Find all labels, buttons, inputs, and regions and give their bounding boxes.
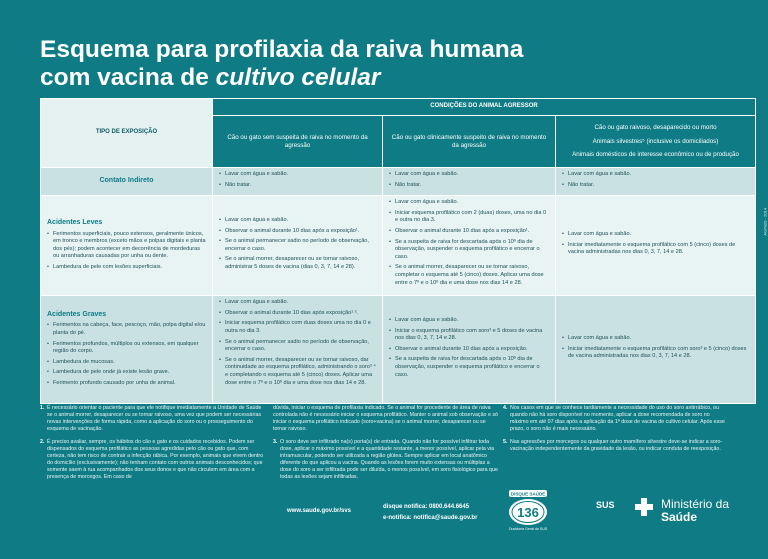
list-item: • Observar o animal durante 10 dias após exposição¹ ².: [219, 310, 376, 318]
footnotes-col-3: [503, 405, 725, 459]
list-item: • Lavar com água e sabão.: [219, 217, 376, 225]
list-item: • Observar o animal durante 10 dias após a exposição.: [389, 346, 549, 354]
contact-info: [383, 502, 477, 524]
list-item: • Lavar com água e sabão.: [389, 199, 549, 207]
table-row: [41, 196, 756, 296]
list-item: • Lambedura de pele onde já existe lesão grave.: [47, 369, 206, 377]
side-code: AG/NBS - 2014: [763, 208, 768, 236]
footnote-2-text: É preciso avaliar, sempre, os hábitos do cão e gato e os cuidados recebidos. Podem ser dispensados do esquema profilático as pessoas agredidas pelo cão ou gato que, com certeza, não tem risco de contrair a infecção rábica. Por exemplo, animais que vivem dentro do domicílio (exclusivamente); não tenham contato com outros animais desconhecidos; que somente saem à rua acompanhados dos seus donos e que não circulem em área com a presença de morcegos. Em caso de: [47, 439, 264, 480]
col3-header: [556, 116, 756, 168]
list-item: • Lavar com água e sabão.: [389, 171, 549, 179]
row-category-cell: [41, 168, 213, 196]
ministerio-line1: Ministério da: [661, 497, 730, 511]
category-label: Contato Indireto: [99, 176, 154, 184]
list-item: • Lavar com água e sabão.: [562, 335, 749, 343]
footnote-4: 4. Nos casos em que se conhece tardiamente a necessidade do uso do soro antirrábico, ou quando não há soro disponível no momento, aplicar a dose recomendada de soro no máximo em até 07 dias após a aplicação da 1ª dose de vacina de cultivo celular. Após esse prazo, o soro não é mais necessário.: [503, 405, 725, 432]
col2-header: Cão ou gato clinicamente suspeito de raiva no momento da agressão: [383, 116, 556, 168]
list-item: • Ferimentos na cabeça, face, pescoço, mão, polpa digital e/ou planta do pé.: [47, 322, 206, 337]
footnote-5: 5. Nas agressões por morcegos ou qualquer outro mamífero silvestre deve-se indicar a soro-vacinação independentemente da gravidade da lesão, ou indicar conduta de reexposição.: [503, 439, 723, 452]
footnote-2-cont-text: dúvida, iniciar o esquema de profilaxia indicado. Se o animal for procedente de área de raiva controlada não é necessário iniciar o esquema profilático. Manter o animal sob observação e só iniciar o esquema profilático indicado (soro+vacina) se o animal morrer, desaparecer ou se tornar raivoso.: [273, 405, 498, 432]
disque-saude-logo: [507, 490, 549, 536]
title-line-2-italic: cultivo celular: [215, 64, 381, 91]
disque-logo-number: 136: [517, 505, 539, 520]
ministerio-line2: Saúde: [661, 510, 698, 524]
category-label: Acidentes Graves: [47, 310, 107, 318]
row-category-cell: [41, 296, 213, 404]
cell: [556, 196, 756, 296]
footnote-3: 3. O soro deve ser infiltrado na(s) porta(s) de entrada. Quando não for possível infiltrar toda dose, aplicar o máximo possível e a quantidade restante, a menor possível, aplicar pela via intramuscular, podendo ser utilizada a região glútea. Sempre aplicar em local anatômico diferente do que aplicou a vacina. Quando as lesões forem muito extensas ou múltiplas a dose do soro a ser infiltrada pode ser diluída, o menos possível, em soro fisiológico para que todas as lesões sejam infiltradas.: [273, 439, 498, 480]
footnotes-col-1: [40, 405, 268, 487]
list-item: • Lavar com água e sabão.: [389, 317, 549, 325]
prophylaxis-table: [40, 98, 755, 397]
page-title: [40, 36, 523, 92]
sus-logo: SUS: [596, 500, 615, 510]
list-item: • Lavar com água e sabão.: [562, 231, 749, 239]
disque-logo-sub: Ouvidoria Geral do SUS: [508, 527, 548, 531]
col3-header-line1: Cão ou gato raivoso, desaparecido ou morto: [594, 124, 717, 131]
list-item: • Se a suspeita de raiva for descartada após o 10º dia de observação, suspender o esquema profilático e encerrar o caso.: [389, 239, 549, 262]
list-item: • Lambedura de pele com lesões superficiais.: [47, 264, 206, 272]
list-item: • Não tratar.: [219, 182, 376, 190]
list-item: • Lavar com água e sabão.: [219, 299, 376, 307]
title-line-1: Esquema para profilaxia da raiva humana: [40, 36, 524, 63]
list-item: • Ferimento profundo causado por unha de animal.: [47, 380, 206, 388]
cell: [213, 196, 383, 296]
list-item: • Iniciar imediatamente o esquema profilático com soro³ e 5 (cinco) doses de vacina administradas nos dias 0, 3, 7, 14 e 28.: [562, 346, 749, 361]
cell: [556, 296, 756, 404]
list-item: • Lavar com água e sabão.: [562, 171, 749, 179]
list-item: • Lambedura de mucosas.: [47, 359, 206, 367]
list-item: • Se a suspeita de raiva for descartada após o 10º dia de observação, suspender o esquema profilático e encerrar o caso.: [389, 356, 549, 379]
list-item: • Se o animal permanecer sadio no período de observação, encerrar o caso.: [219, 339, 376, 354]
cell: [383, 168, 556, 196]
list-item: • Não tratar.: [562, 182, 749, 190]
footnote-1: 1. É necessário orientar o paciente para que ele notifique imediatamente a Unidade de Saúde se o animal morrer, desaparecer ou se tornar raivoso, uma vez que podem ser necessárias novas intervenções de forma rápida, como a aplicação do soro ou o prosseguimento do esquema de vacinação.: [40, 405, 262, 432]
cell: [383, 196, 556, 296]
list-item: • Ferimentos superficiais, pouco extensos, geralmente únicos, em tronco e membros (exceto mãos e polpas digitais e planta dos pés); podem acontecer em decorrência de mordeduras ou arranhaduras causadas por unha ou dente.: [47, 231, 206, 261]
col3-header-line3: Animais domésticos de interesse econômico ou de produção: [572, 151, 739, 158]
website-link[interactable]: www.saude.gov.br/svs: [287, 508, 352, 514]
category-label: Acidentes Leves: [47, 218, 103, 226]
title-line-2: com vacina de: [40, 64, 216, 91]
e-notifica[interactable]: e-notifica: notifica@saude.gov.br: [383, 515, 478, 521]
col3-header-line2: Animais silvestres⁵ (inclusive os domiciliados): [592, 138, 719, 145]
disque-notifica: disque notifica: 0800.644.6645: [383, 504, 470, 510]
list-item: • Iniciar esquema profilático com 2 (duas) doses, uma no dia 0 e outra no dia 3.: [389, 210, 549, 225]
list-item: • Iniciar o esquema profilático com soro³ e 5 doses de vacina nos dias 0, 3, 7, 14 e 28.: [389, 328, 549, 343]
list-item: • Se o animal morrer, desaparecer ou se tornar raivoso, administrar 5 doses de vacina (dias 0, 3, 7, 14 e 28).: [219, 256, 376, 271]
list-item: • Observar o animal durante 10 dias após a exposição¹.: [219, 228, 376, 236]
cell: [383, 296, 556, 404]
list-item: • Iniciar imediatamente o esquema profilático com 5 (cinco) doses de vacina administradas nos dias 0, 3, 7, 14 e 28.: [562, 242, 749, 257]
list-item: • Iniciar esquema profilático com duas doses uma no dia 0 e outra no dia 3.: [219, 320, 376, 335]
list-item: • Não tratar.: [389, 182, 549, 190]
footnote-3-text: O soro deve ser infiltrado na(s) porta(s) de entrada. Quando não for possível infiltrar toda dose, aplicar o máximo possível e a quantidade restante, a menor possível, aplicar pela via intramuscular, podendo ser utilizada a região glútea. Sempre aplicar em local anatômico diferente do que aplicou a vacina. Quando as lesões forem muito extensas ou múltiplas a dose do soro a ser infiltrada pode ser diluída, o menos possível, em soro fisiológico para que todas as lesões sejam infiltradas.: [280, 439, 498, 480]
health-cross-icon: [633, 496, 655, 518]
footnote-1-text: É necessário orientar o paciente para que ele notifique imediatamente a Unidade de Saúde se o animal morrer, desaparecer ou se tornar raivoso, uma vez que podem ser necessárias novas intervenções de forma rápida, como a aplicação do soro ou o prosseguimento do esquema de vacinação.: [47, 405, 262, 432]
disque-logo-top: DISQUE SAÚDE: [510, 491, 546, 497]
row-category-cell: [41, 196, 213, 296]
ministerio-da-saude-logo: [661, 498, 729, 524]
list-item: • Ferimentos profundos, múltiplos ou extensos, em qualquer região do corpo.: [47, 341, 206, 356]
footnote-4-text: Nos casos em que se conhece tardiamente a necessidade do uso do soro antirrábico, ou quando não há soro disponível no momento, aplicar a dose recomendada de soro no máximo em até 07 dias após a aplicação da 1ª dose de vacina de cultivo celular. Após esse prazo, o soro não é mais necessário.: [510, 405, 725, 432]
cell: [556, 168, 756, 196]
conditions-header: CONDIÇÕES DO ANIMAL AGRESSOR: [213, 99, 756, 116]
list-item: • Se o animal morrer, desaparecer ou se tornar raivoso, dar continuidade ao esquema profilático, administrando o soro³ ⁴ e completando o esquema até 5 (cinco) doses. Aplicar uma dose entre o 7º e o 10º dia e uma dose nos dias 14 e 28.: [219, 357, 376, 387]
footnote-2-cont: [273, 405, 498, 433]
table-row: [41, 168, 756, 196]
list-item: • Se o animal permanecer sadio no período de observação, encerrar o caso.: [219, 238, 376, 253]
cell: [213, 296, 383, 404]
col1-header: Cão ou gato sem suspeita de raiva no momento da agressão: [213, 116, 383, 168]
type-header: TIPO DE EXPOSIÇÃO: [41, 99, 213, 168]
list-item: • Se o animal morrer, desaparecer ou se tornar raivoso, completar o esquema até 5 (cinco) doses. Aplicar uma dose entre o 7º e o 10º dia e uma dose nos dias 14 e 28.: [389, 264, 549, 287]
footnote-5-text: Nas agressões por morcegos ou qualquer outro mamífero silvestre deve-se indicar a soro-vacinação independentemente da gravidade da lesão, ou indicar conduta de reexposição.: [510, 439, 723, 452]
list-item: • Lavar com água e sabão.: [219, 171, 376, 179]
footnotes-col-2: [273, 405, 498, 487]
footnote-2: 2. É preciso avaliar, sempre, os hábitos do cão e gato e os cuidados recebidos. Podem ser dispensados do esquema profilático as pessoas agredidas pelo cão ou gato que, com certeza, não tem risco de contrair a infecção rábica. Por exemplo, animais que vivem dentro do domicílio (exclusivamente); não tenham contato com outros animais desconhecidos; que somente saem à rua acompanhados dos seus donos e que não circulem em área com a presença de morcegos. Em caso de: [40, 439, 264, 480]
list-item: • Observar o animal durante 10 dias após a exposição¹.: [389, 228, 549, 236]
cell: [213, 168, 383, 196]
table-row: [41, 296, 756, 404]
